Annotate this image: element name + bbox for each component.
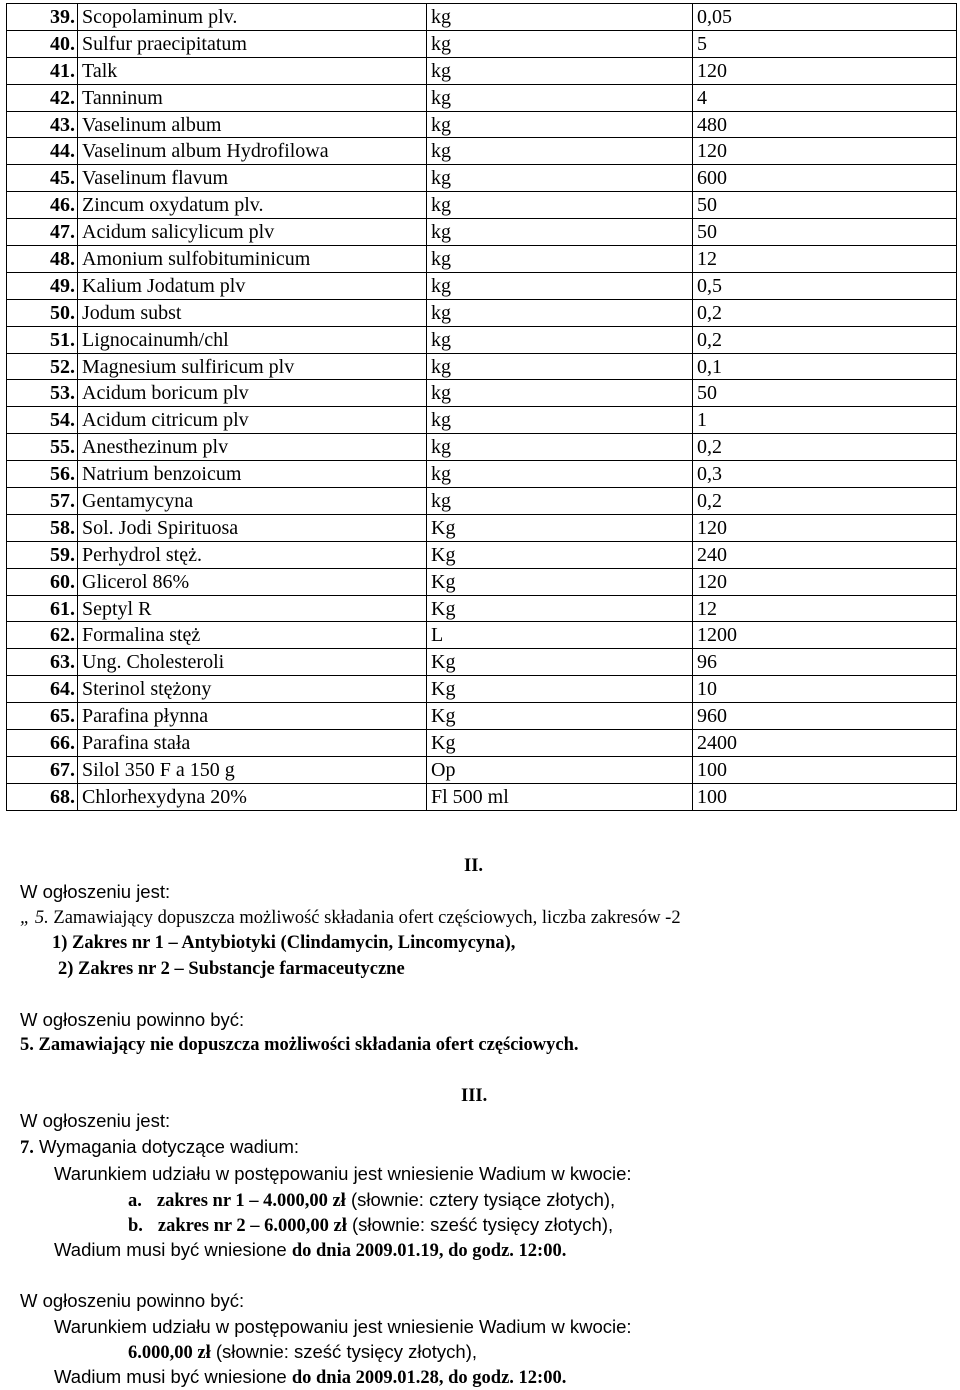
unit-cell: Kg (427, 595, 693, 622)
quantity-cell: 120 (693, 138, 957, 165)
section-3-condition: Warunkiem udziału w postępowaniu jest wniesienie Wadium w kwocie: (54, 1163, 632, 1184)
section-3-correct-label: W ogłoszeniu powinno być: (20, 1290, 245, 1311)
row-number: 47. (7, 219, 78, 246)
unit-cell: kg (427, 4, 693, 31)
quantity-cell: 1200 (693, 622, 957, 649)
table-row (7, 514, 957, 541)
table-row (7, 4, 957, 31)
item-name: Sulfur praecipitatum (78, 30, 427, 57)
unit-cell: kg (427, 219, 693, 246)
quantity-cell: 0,5 (693, 272, 957, 299)
unit-cell: kg (427, 30, 693, 57)
range-a-letter: a. (128, 1191, 142, 1211)
table-row (7, 380, 957, 407)
item-name: Glicerol 86% (78, 568, 427, 595)
unit-cell: kg (427, 299, 693, 326)
item-name: Septyl R (78, 595, 427, 622)
unit-cell: kg (427, 57, 693, 84)
row-number: 60. (7, 568, 78, 595)
row-number: 46. (7, 192, 78, 219)
quantity-cell: 10 (693, 676, 957, 703)
row-number: 68. (7, 783, 78, 810)
quantity-cell: 50 (693, 219, 957, 246)
table-row (7, 783, 957, 810)
quantity-cell: 960 (693, 703, 957, 730)
quantity-cell: 4 (693, 84, 957, 111)
table-row (7, 57, 957, 84)
unit-cell: kg (427, 326, 693, 353)
unit-cell: Fl 500 ml (427, 783, 693, 810)
table-row (7, 622, 957, 649)
row-number: 62. (7, 622, 78, 649)
quantity-cell: 240 (693, 541, 957, 568)
unit-cell: kg (427, 165, 693, 192)
table-row (7, 595, 957, 622)
table-row (7, 541, 957, 568)
section-2-correct-text: 5. Zamawiający nie dopuszcza możliwości składania ofert częściowych. (20, 1035, 579, 1055)
unit-cell: kg (427, 272, 693, 299)
item-name: Magnesium sulfiricum plv (78, 353, 427, 380)
row-number: 55. (7, 434, 78, 461)
item-name: Jodum subst (78, 299, 427, 326)
unit-cell: Kg (427, 649, 693, 676)
row-number: 39. (7, 4, 78, 31)
section-2-heading: II. (464, 856, 484, 876)
quantity-cell: 100 (693, 756, 957, 783)
quantity-cell: 480 (693, 111, 957, 138)
quantity-cell: 120 (693, 568, 957, 595)
table-row (7, 649, 957, 676)
item-name: Anesthezinum plv (78, 434, 427, 461)
item-name: Sol. Jodi Spirituosa (78, 514, 427, 541)
quantity-cell: 100 (693, 783, 957, 810)
table-row (7, 756, 957, 783)
table-row (7, 84, 957, 111)
row-number: 61. (7, 595, 78, 622)
quantity-cell: 50 (693, 192, 957, 219)
unit-cell: kg (427, 353, 693, 380)
unit-cell: Kg (427, 703, 693, 730)
row-number: 44. (7, 138, 78, 165)
row-number: 51. (7, 326, 78, 353)
row-number: 67. (7, 756, 78, 783)
table-row (7, 111, 957, 138)
unit-cell: Kg (427, 676, 693, 703)
item-name: Acidum salicylicum plv (78, 219, 427, 246)
section-2-current-label: W ogłoszeniu jest: (20, 881, 171, 902)
deadline-prefix: Wadium musi być wniesione (54, 1239, 292, 1260)
row-number: 53. (7, 380, 78, 407)
table-row (7, 219, 957, 246)
unit-cell: kg (427, 246, 693, 273)
section-2-current-text (20, 907, 681, 929)
item-name: Perhydrol stęż. (78, 541, 427, 568)
item-name: Natrium benzoicum (78, 461, 427, 488)
quantity-cell: 96 (693, 649, 957, 676)
row-number: 40. (7, 30, 78, 57)
table-row (7, 434, 957, 461)
table-row (7, 407, 957, 434)
section-3-range-b (128, 1214, 613, 1237)
table-row (7, 461, 957, 488)
unit-cell: Op (427, 756, 693, 783)
item-name: Vaselinum album (78, 111, 427, 138)
section-2-quote-mark: „ 5. (20, 908, 49, 928)
item-name: Parafina płynna (78, 703, 427, 730)
table-row (7, 192, 957, 219)
unit-cell: kg (427, 434, 693, 461)
table-row (7, 326, 957, 353)
section-3-range-a (128, 1189, 615, 1212)
correct-deadline-prefix: Wadium musi być wniesione (54, 1366, 292, 1387)
correct-deadline-date: do dnia 2009.01.28, do godz. 12:00. (291, 1368, 567, 1388)
item-name: Vaselinum flavum (78, 165, 427, 192)
quantity-cell: 5 (693, 30, 957, 57)
unit-cell: kg (427, 407, 693, 434)
quantity-cell: 0,3 (693, 461, 957, 488)
item-name: Zincum oxydatum plv. (78, 192, 427, 219)
item-name: Tanninum (78, 84, 427, 111)
table-row (7, 246, 957, 273)
row-number: 45. (7, 165, 78, 192)
quantity-cell: 0,2 (693, 299, 957, 326)
item-name: Silol 350 F a 150 g (78, 756, 427, 783)
table-row (7, 138, 957, 165)
section-3-deadline (54, 1239, 566, 1262)
section-3-correct-condition: Warunkiem udziału w postępowaniu jest wniesienie Wadium w kwocie: (54, 1316, 632, 1337)
section-3-item-title (20, 1136, 299, 1159)
row-number: 64. (7, 676, 78, 703)
row-number: 41. (7, 57, 78, 84)
section-3-correct-amount (128, 1341, 477, 1364)
section-3-item-heading: Wymagania dotyczące wadium: (33, 1136, 299, 1157)
range-a-amount: zakres nr 1 – 4.000,00 zł (156, 1191, 346, 1211)
quantity-cell: 0,05 (693, 4, 957, 31)
item-name: Amonium sulfobituminicum (78, 246, 427, 273)
table-row (7, 299, 957, 326)
section-3-heading: III. (461, 1086, 488, 1106)
item-name: Vaselinum album Hydrofilowa (78, 138, 427, 165)
quantity-cell: 50 (693, 380, 957, 407)
table-row (7, 703, 957, 730)
table-row (7, 165, 957, 192)
item-name: Lignocainumh/chl (78, 326, 427, 353)
section-2-correct-label: W ogłoszeniu powinno być: (20, 1009, 245, 1030)
quantity-cell: 0,2 (693, 434, 957, 461)
row-number: 52. (7, 353, 78, 380)
quantity-cell: 12 (693, 246, 957, 273)
unit-cell: L (427, 622, 693, 649)
row-number: 42. (7, 84, 78, 111)
item-name: Chlorhexydyna 20% (78, 783, 427, 810)
quantity-cell: 120 (693, 57, 957, 84)
correct-amount-value: 6.000,00 zł (128, 1343, 211, 1363)
deadline-date: do dnia 2009.01.19, do godz. 12:00. (291, 1241, 567, 1261)
item-name: Formalina stęż (78, 622, 427, 649)
table-row (7, 568, 957, 595)
unit-cell: Kg (427, 514, 693, 541)
unit-cell: Kg (427, 730, 693, 757)
quantity-cell: 0,2 (693, 326, 957, 353)
unit-cell: kg (427, 192, 693, 219)
quantity-cell: 2400 (693, 730, 957, 757)
unit-cell: kg (427, 84, 693, 111)
table-row (7, 353, 957, 380)
row-number: 65. (7, 703, 78, 730)
table-row (7, 730, 957, 757)
item-name: Sterinol stężony (78, 676, 427, 703)
range-b-words: (słownie: sześć tysięcy złotych), (346, 1214, 614, 1235)
table-row (7, 272, 957, 299)
table-row (7, 676, 957, 703)
quantity-cell: 600 (693, 165, 957, 192)
row-number: 50. (7, 299, 78, 326)
section-3-correct-deadline (54, 1366, 566, 1389)
section-2-range-2: 2) Zakres nr 2 – Substancje farmaceutyczne (58, 959, 405, 979)
section-3-item-number: 7. (20, 1138, 34, 1158)
unit-cell: Kg (427, 541, 693, 568)
unit-cell: kg (427, 138, 693, 165)
row-number: 57. (7, 488, 78, 515)
quantity-cell: 1 (693, 407, 957, 434)
item-name: Talk (78, 57, 427, 84)
item-name: Kalium Jodatum plv (78, 272, 427, 299)
unit-cell: kg (427, 461, 693, 488)
section-2-current-sentence: Zamawiający dopuszcza możliwość składania ofert częściowych, liczba zakresów -2 (48, 908, 681, 928)
item-name: Acidum boricum plv (78, 380, 427, 407)
quantity-cell: 120 (693, 514, 957, 541)
quantity-cell: 0,2 (693, 488, 957, 515)
row-number: 48. (7, 246, 78, 273)
row-number: 59. (7, 541, 78, 568)
range-b-amount: zakres nr 2 – 6.000,00 zł (157, 1216, 347, 1236)
items-table (6, 3, 957, 811)
range-a-words: (słownie: cztery tysiące złotych), (345, 1189, 616, 1210)
range-b-letter: b. (128, 1216, 143, 1236)
section-2-range-1: 1) Zakres nr 1 – Antybiotyki (Clindamycin, Lincomycyna), (52, 933, 516, 953)
unit-cell: kg (427, 380, 693, 407)
row-number: 66. (7, 730, 78, 757)
row-number: 63. (7, 649, 78, 676)
unit-cell: kg (427, 111, 693, 138)
item-name: Ung. Cholesteroli (78, 649, 427, 676)
unit-cell: Kg (427, 568, 693, 595)
section-3-current-label: W ogłoszeniu jest: (20, 1110, 171, 1131)
row-number: 49. (7, 272, 78, 299)
row-number: 54. (7, 407, 78, 434)
quantity-cell: 12 (693, 595, 957, 622)
table-row (7, 30, 957, 57)
table-row (7, 488, 957, 515)
row-number: 58. (7, 514, 78, 541)
items-table-body (7, 4, 957, 811)
item-name: Scopolaminum plv. (78, 4, 427, 31)
correct-amount-words: (słownie: sześć tysięcy złotych), (210, 1341, 477, 1362)
item-name: Gentamycyna (78, 488, 427, 515)
item-name: Acidum citricum plv (78, 407, 427, 434)
unit-cell: kg (427, 488, 693, 515)
row-number: 43. (7, 111, 78, 138)
quantity-cell: 0,1 (693, 353, 957, 380)
item-name: Parafina stała (78, 730, 427, 757)
row-number: 56. (7, 461, 78, 488)
